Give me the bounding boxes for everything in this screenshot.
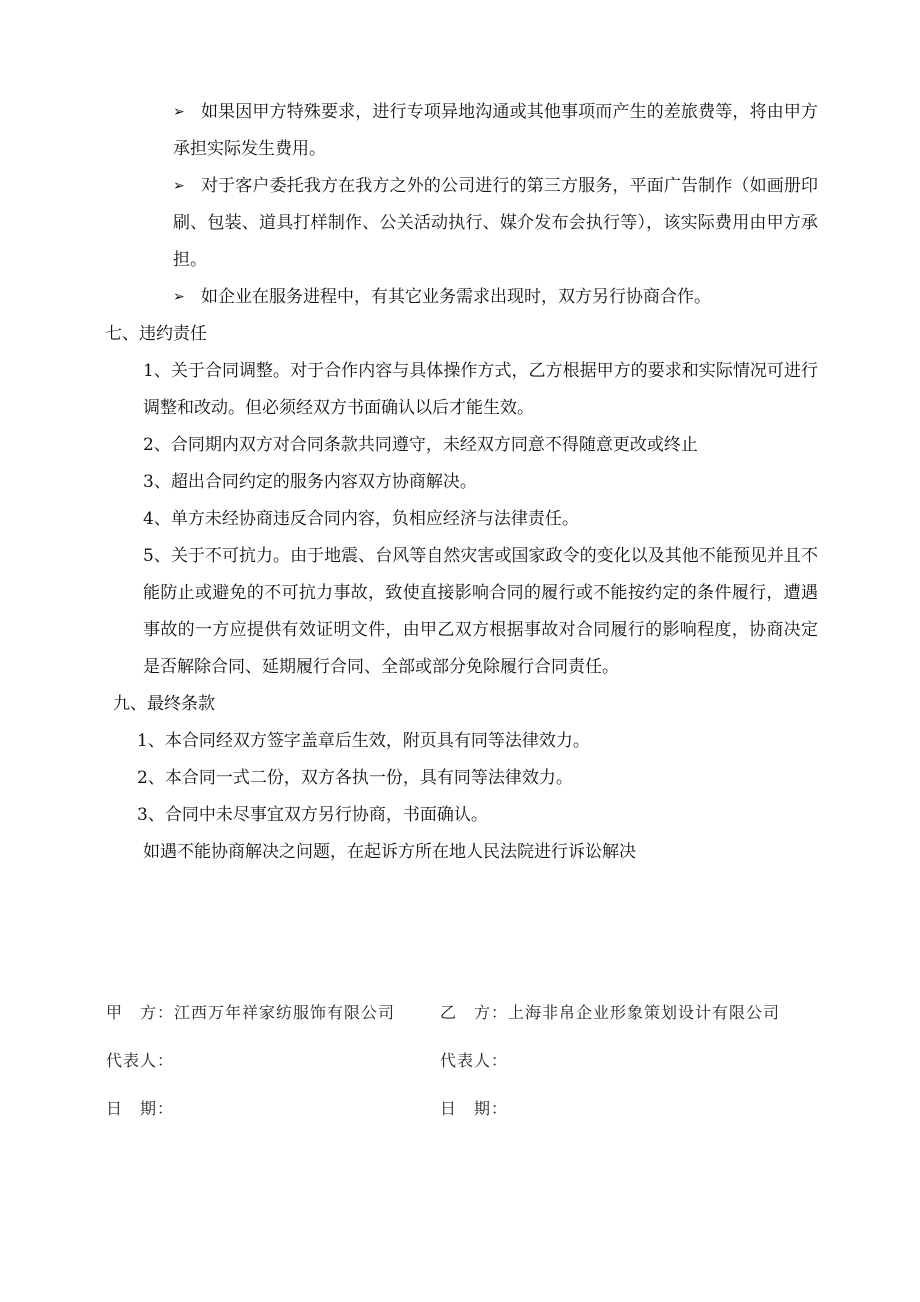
- bullet-text: 如企业在服务进程中，有其它业务需求出现时，双方另行协商合作。: [201, 287, 711, 307]
- party-b-date: 日 期：: [440, 1099, 509, 1118]
- clause-item: 4、单方未经协商违反合同内容，负相应经济与法律责任。: [143, 509, 579, 529]
- bullet-text: 如果因甲方特殊要求，进行专项异地沟通或其他事项而产生的差旅费等，将由甲方承担实际发生费用。: [173, 102, 818, 159]
- arrow-bullet-icon: ➢: [173, 289, 185, 305]
- clause-item: 1、关于合同调整。对于合作内容与具体操作方式，乙方根据甲方的要求和实际情况可进行调整和改动。但必须经双方书面确认以后才能生效。: [143, 361, 818, 418]
- section-heading-9: 九、最终条款: [113, 694, 215, 714]
- clause-item: 2、本合同一式二份，双方各执一份，具有同等法律效力。: [137, 768, 573, 788]
- arrow-bullet-icon: ➢: [173, 104, 185, 120]
- bullet-item: [173, 279, 818, 316]
- dispute-note: 如遇不能协商解决之问题，在起诉方所在地人民法院进行诉讼解决: [143, 842, 636, 862]
- party-a-name: 甲 方：江西万年祥家纺服饰有限公司: [106, 1003, 396, 1022]
- clause-item: 3、合同中未尽事宜双方另行协商，书面确认。: [137, 805, 488, 825]
- arrow-bullet-icon: ➢: [173, 178, 185, 194]
- bullet-item: [173, 94, 818, 168]
- bullet-text: 对于客户委托我方在我方之外的公司进行的第三方服务，平面广告制作（如画册印刷、包装、道具打样制作、公关活动执行、媒介发布会执行等），该实际费用由甲方承担。: [173, 176, 818, 270]
- clause-item: 2、合同期内双方对合同条款共同遵守，未经双方同意不得随意更改或终止: [143, 435, 698, 455]
- clause-item: 1、本合同经双方签字盖章后生效，附页具有同等法律效力。: [137, 731, 590, 751]
- party-a-date: 日 期：: [106, 1099, 175, 1118]
- party-b-representative: 代表人：: [440, 1051, 509, 1070]
- party-b-name: 乙 方：上海非帛企业形象策划设计有限公司: [440, 1003, 781, 1022]
- clause-item: 5、关于不可抗力。由于地震、台风等自然灾害或国家政令的变化以及其他不能预见并且不能防止或避免的不可抗力事故，致使直接影响合同的履行或不能按约定的条件履行，遭遇事故的一方应提供有效证明文件，由甲乙双方根据事故对合同履行的影响程度，协商决定是否解除合同、延期履行合同、全部或部分免除履行合同责任。: [143, 546, 818, 677]
- section-heading-7: 七、违约责任: [105, 324, 207, 344]
- party-a-representative: 代表人：: [106, 1051, 175, 1070]
- clause-item: 3、超出合同约定的服务内容双方协商解决。: [143, 472, 477, 492]
- bullet-item: [173, 168, 818, 279]
